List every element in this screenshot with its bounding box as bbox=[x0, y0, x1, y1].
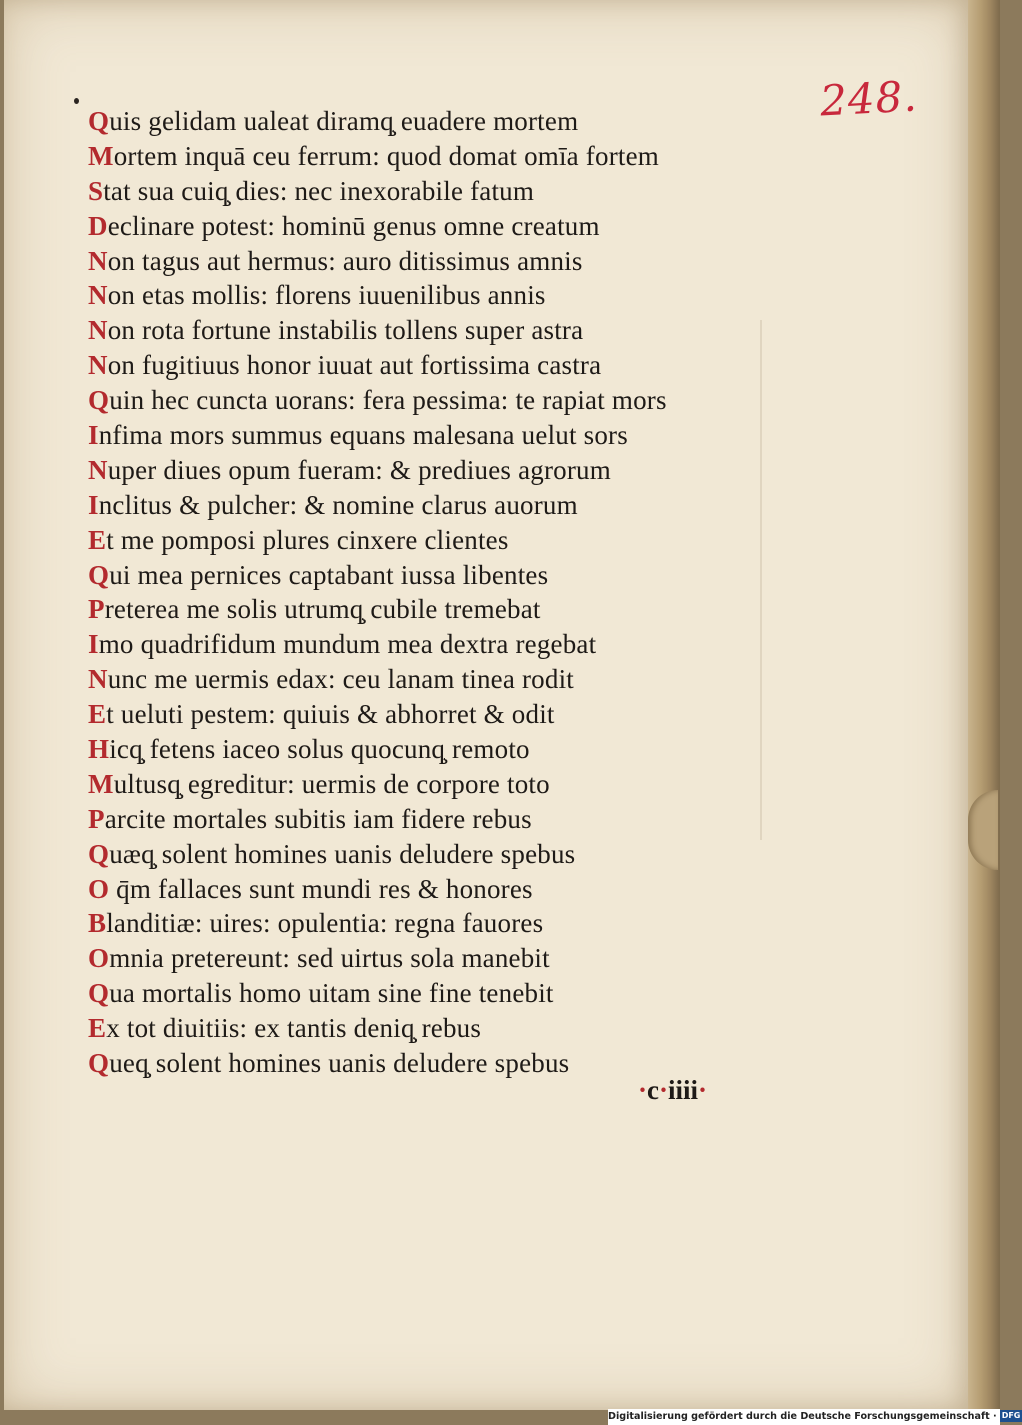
rubricated-initial: N bbox=[88, 350, 108, 381]
verse-text: landitiæ: uires: opulentia: regna fauores bbox=[106, 908, 544, 939]
verse-line bbox=[88, 523, 808, 558]
verse-line bbox=[88, 732, 808, 767]
verse-line bbox=[88, 383, 808, 418]
verse-text: mnia pretereunt: sed uirtus sola manebit bbox=[109, 943, 550, 974]
footer-text: Digitalisierung gefördert durch die Deutsche Forschungsgemeinschaft · bbox=[608, 1411, 997, 1422]
rubricated-initial: S bbox=[88, 175, 104, 206]
verse-text: ueq̧ solent homines uanis deludere spebus bbox=[109, 1048, 570, 1079]
signature-dot: · bbox=[638, 1075, 648, 1105]
verse-line bbox=[88, 662, 808, 697]
verse-line bbox=[88, 941, 808, 976]
verse-text: uæq̧ solent homines uanis deludere spebus bbox=[109, 838, 576, 869]
rubricated-initial: E bbox=[88, 524, 107, 555]
rubricated-initial: Q bbox=[88, 978, 110, 1009]
rubricated-initial: M bbox=[88, 140, 114, 171]
verse-line bbox=[88, 697, 808, 732]
rubricated-initial: H bbox=[88, 734, 110, 765]
rubricated-initial: Q bbox=[88, 106, 110, 136]
rubricated-initial: D bbox=[88, 210, 108, 241]
verse-text: on etas mollis: florens iuuenilibus annis bbox=[107, 280, 546, 311]
verse-line bbox=[88, 872, 808, 907]
rubricated-initial: Q bbox=[88, 1048, 110, 1079]
rubricated-initial: N bbox=[88, 664, 108, 695]
rubricated-initial: E bbox=[88, 699, 107, 730]
verse-line bbox=[88, 244, 808, 279]
verse-text: nclitus & pulcher: & nomine clarus auorum bbox=[98, 489, 578, 520]
rubricated-initial: Q bbox=[88, 559, 110, 590]
verse-text: reterea me solis utrumq̧ cubile tremebat bbox=[104, 594, 541, 625]
verse-line bbox=[88, 1011, 808, 1046]
verse-text: ultusq̧ egreditur: uermis de corpore toto bbox=[113, 768, 550, 799]
verse-line bbox=[88, 627, 808, 662]
rubricated-initial: M bbox=[88, 768, 114, 799]
poem-text bbox=[88, 104, 808, 1081]
verse-text: t me pomposi plures cinxere clientes bbox=[106, 524, 509, 555]
rubricated-initial: Q bbox=[88, 838, 110, 869]
verse-line bbox=[88, 313, 808, 348]
signature-dot: · bbox=[659, 1075, 669, 1105]
verse-text: unc me uermis edax: ceu lanam tinea rodit bbox=[107, 664, 574, 695]
rubricated-initial: N bbox=[88, 315, 108, 346]
ink-dot bbox=[74, 98, 79, 104]
signature-number: iiii bbox=[668, 1075, 699, 1105]
verse-line bbox=[88, 802, 808, 837]
verse-line bbox=[88, 174, 808, 209]
rubricated-initial: N bbox=[88, 245, 108, 276]
verse-line bbox=[88, 976, 808, 1011]
verse-text: eclinare potest: hominū genus omne creatum bbox=[107, 210, 600, 241]
verse-text: q̄m fallaces sunt mundi res & honores bbox=[109, 873, 533, 904]
verse-line bbox=[88, 209, 808, 244]
verse-text: on rota fortune instabilis tollens super astra bbox=[107, 315, 584, 346]
verse-text: ortem inquā ceu ferrum: quod domat omīa fortem bbox=[113, 140, 659, 171]
page-edge bbox=[968, 0, 1000, 1410]
verse-text: t ueluti pestem: quiuis & abhorret & odit bbox=[106, 699, 555, 730]
digitization-footer bbox=[608, 1409, 1021, 1425]
verse-line bbox=[88, 767, 808, 802]
verse-line bbox=[88, 558, 808, 593]
verse-text: uis gelidam ualeat diramq̧ euadere mortem bbox=[109, 106, 579, 136]
folio-number: 248. bbox=[818, 71, 919, 126]
rubricated-initial: P bbox=[88, 803, 105, 834]
rubricated-initial: N bbox=[88, 454, 108, 485]
signature-mark bbox=[638, 1075, 707, 1106]
signature-dot: · bbox=[698, 1075, 708, 1105]
verse-line bbox=[88, 488, 808, 523]
verse-text: ua mortalis homo uitam sine fine tenebit bbox=[109, 978, 554, 1009]
rubricated-initial: I bbox=[88, 489, 99, 520]
rubricated-initial: I bbox=[88, 629, 99, 660]
verse-text: on fugitiuus honor iuuat aut fortissima castra bbox=[107, 350, 602, 381]
verse-line bbox=[88, 348, 808, 383]
verse-text: tat sua cuiq̧ dies: nec inexorabile fatum bbox=[103, 175, 535, 206]
rubricated-initial: Q bbox=[88, 385, 110, 416]
verse-text: ui mea pernices captabant iussa libentes bbox=[109, 559, 549, 590]
verse-text: icq̧ fetens iaceo solus quocunq̧ remoto bbox=[109, 734, 530, 765]
verse-text: nfima mors summus equans malesana uelut sors bbox=[98, 420, 628, 451]
verse-text: uin hec cuncta uorans: fera pessima: te rapiat mors bbox=[109, 385, 667, 416]
rubricated-initial: O bbox=[88, 873, 110, 904]
rubricated-initial: I bbox=[88, 420, 99, 451]
rubricated-initial: E bbox=[88, 1013, 107, 1044]
verse-text: on tagus aut hermus: auro ditissimus amnis bbox=[107, 245, 583, 276]
verse-line bbox=[88, 418, 808, 453]
verse-line bbox=[88, 906, 808, 941]
rubricated-initial: B bbox=[88, 908, 107, 939]
verse-text: x tot diuitiis: ex tantis deniq̧ rebus bbox=[106, 1013, 482, 1044]
verse-line bbox=[88, 837, 808, 872]
verse-text: mo quadrifidum mundum mea dextra regebat bbox=[98, 629, 597, 660]
dfg-logo: DFG bbox=[1001, 1411, 1021, 1420]
verse-line bbox=[88, 139, 808, 174]
verse-line bbox=[88, 104, 808, 139]
rubricated-initial: O bbox=[88, 943, 110, 974]
verse-text: uper diues opum fueram: & prediues agrorum bbox=[107, 454, 611, 485]
rubricated-initial: N bbox=[88, 280, 108, 311]
verse-line bbox=[88, 453, 808, 488]
verse-text: arcite mortales subitis iam fidere rebus bbox=[104, 803, 532, 834]
verse-line bbox=[88, 278, 808, 313]
verse-line bbox=[88, 592, 808, 627]
signature-letter: c bbox=[647, 1075, 659, 1105]
rubricated-initial: P bbox=[88, 594, 105, 625]
